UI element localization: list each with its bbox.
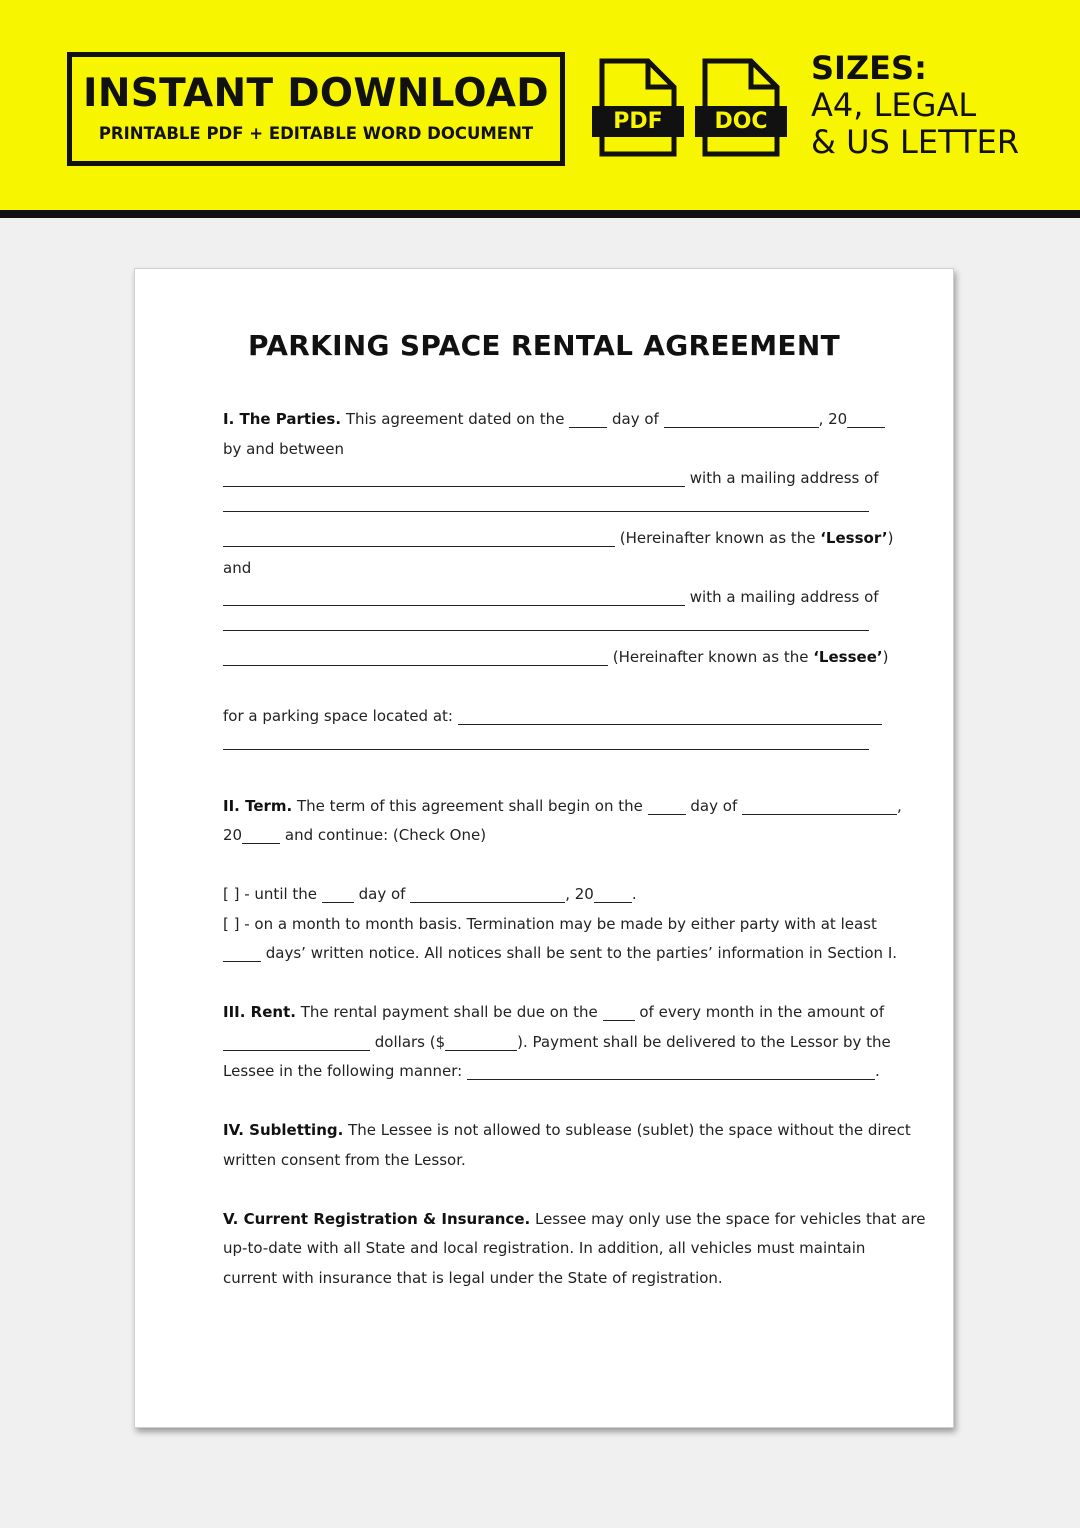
blank-field [410,884,565,903]
blank-field [664,409,819,428]
blank-field [223,1032,370,1051]
term-option-2-cont: days’ written notice. All notices shall be sent to the parties’ information in Section I. [223,939,869,969]
blank-field [847,409,885,428]
banner-divider [0,210,1080,218]
blank-field [458,706,882,725]
parties-line-1: I. The Parties. This agreement dated on the day of , 20 [223,405,869,435]
pdf-label: PDF [592,106,684,137]
registration-line-2: up-to-date with all State and local registration. In addition, all vehicles must maintain [223,1239,866,1257]
blank-field [467,1061,875,1080]
sizes-label: SIZES: [811,49,927,87]
blank-field [223,528,615,547]
blank-field [223,468,685,487]
parties-heading: I. The Parties. [223,410,342,428]
term-option-2: [ ] - on a month to month basis. Termination may be made by either party with at least [223,914,877,933]
lessee-address-line: (Hereinafter known as the ‘Lessee’) [223,643,869,673]
rent-heading: III. Rent. [223,1003,296,1021]
blank-field [445,1032,517,1051]
registration-line-3: current with insurance that is legal under the State of registration. [223,1268,723,1287]
blank-field [242,825,280,844]
rent-line-2: dollars ($ ). Payment shall be delivered to the Lessor by the [223,1028,869,1058]
sizes-line-1: A4, LEGAL [811,86,977,124]
subletting-line-2: written consent from the Lessor. [223,1150,466,1169]
lessor-name-line: with a mailing address of [223,464,869,494]
rent-line-3: Lessee in the following manner: . [223,1062,880,1080]
document-body [223,405,926,1293]
and-line: and [223,558,252,577]
registration-heading: V. Current Registration & Insurance. [223,1209,531,1228]
blank-field-full [223,494,869,512]
pdf-file-icon [592,58,684,158]
lessor-address-line: (Hereinafter known as the ‘Lessor’) [223,524,869,554]
lessee-name-line: with a mailing address of [223,583,869,613]
blank-field [742,796,897,815]
instant-download-headline: INSTANT DOWNLOAD [83,71,549,116]
instant-download-subheadline: PRINTABLE PDF + EDITABLE WORD DOCUMENT [98,124,534,143]
blank-field [223,587,685,606]
sizes-line-2: & US LETTER [811,123,1020,161]
term-line-1: II. Term. The term of this agreement shall begin on the day of , [223,796,902,815]
promo-banner [0,0,1080,210]
blank-field [648,796,686,815]
blank-field [223,943,261,962]
rent-line-1: III. Rent. The rental payment shall be due on the of every month in the amount of [223,1003,885,1021]
registration-line-1: V. Current Registration & Insurance. Lessee may only use the space for vehicles that are [223,1209,926,1228]
blank-field [322,884,354,903]
blank-field [594,884,632,903]
term-option-1: [ ] - until the day of , 20 . [223,885,637,903]
document-page [134,268,954,1428]
blank-field-full [223,613,869,631]
subletting-line-1: IV. Subletting. The Lessee is not allowed to sublease (sublet) the space without the direct [223,1121,911,1139]
blank-field-full [223,732,869,750]
doc-label: DOC [695,106,787,137]
term-heading: II. Term. [223,796,293,815]
location-line: for a parking space located at: [223,702,869,732]
blank-field [569,409,607,428]
instant-download-box [67,52,565,166]
blank-field [603,1002,635,1021]
blank-field [223,647,608,666]
subletting-heading: IV. Subletting. [223,1121,344,1139]
parties-line-2: by and between [223,439,345,458]
doc-file-icon [695,58,787,158]
term-line-2: 20 and continue: (Check One) [223,826,487,844]
sizes-info [811,50,1019,161]
document-title: PARKING SPACE RENTAL AGREEMENT [248,329,840,362]
